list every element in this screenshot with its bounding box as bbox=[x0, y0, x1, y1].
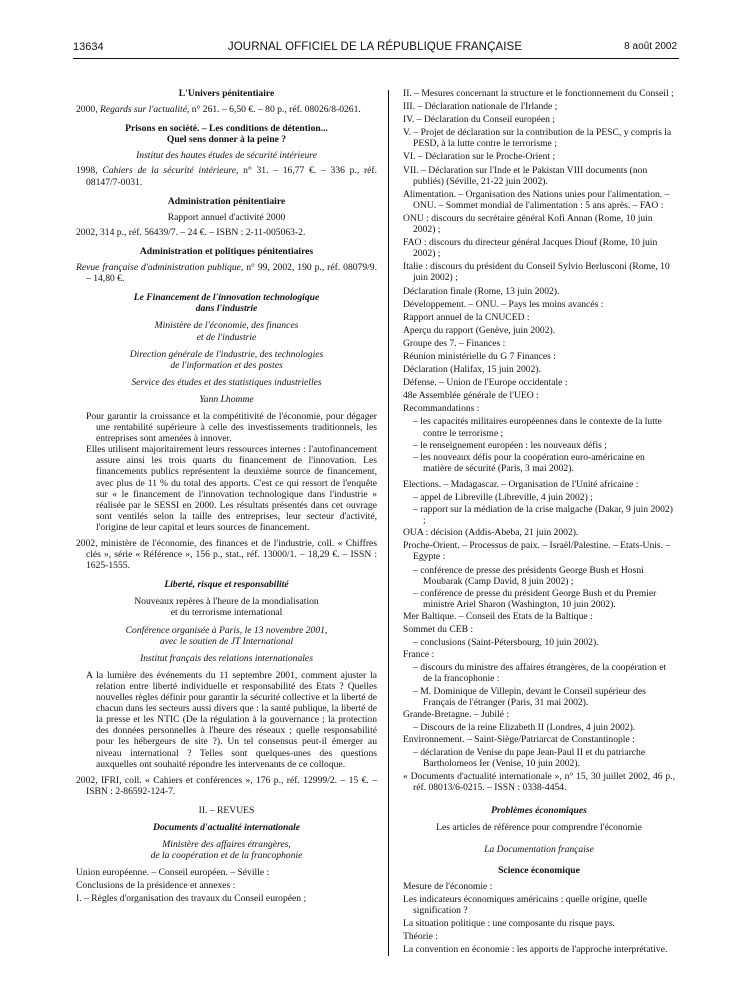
direction-2: de l'information et des postes bbox=[170, 359, 283, 371]
list-item: Environnement. – Saint-Siège/Patriarcat de Constantinople : bbox=[403, 733, 635, 745]
list-item: – les nouveaux défis pour la coopération euro-américaine en matière de sécurité (Paris, 3 mai 2002). bbox=[413, 451, 645, 474]
issue-date: 8 août 2002 bbox=[624, 41, 677, 52]
heading-prisons-2: Quel sens donner à la peine ? bbox=[166, 134, 287, 146]
page-header bbox=[73, 41, 677, 57]
left-column bbox=[76, 88, 377, 907]
column-separator bbox=[388, 90, 389, 956]
list-item: Théorie : bbox=[403, 931, 438, 943]
list-item: – conférence de presse du président George Bush et du Premier ministre Ariel Sharon (Washington, 10 juin 2002). bbox=[413, 587, 657, 610]
list-item: V. – Projet de déclaration sur la contribution de la PESC, y compris la PESD, à la lutte contre le terrorisme ; bbox=[403, 127, 672, 150]
list-item: OUA : décision (Addis-Abeba, 21 juin 2002). bbox=[403, 527, 579, 539]
list-item: Développement. – ONU. – Pays les moins avancés : bbox=[403, 298, 604, 310]
right-column bbox=[403, 88, 675, 957]
list-item: Grande-Bretagne. – Jubilé : bbox=[403, 708, 510, 720]
heading-liberte-risque: Liberté, risque et responsabilité bbox=[164, 579, 289, 591]
list-item: – les capacités militaires européennes dans le contexte de la lutte contre le terrorisme ; bbox=[413, 416, 662, 439]
list-item: – conférence de presse des présidents George Bush et Hosni Moubarak (Camp David, 8 juin 2002) ; bbox=[413, 564, 644, 587]
list-item: Déclaration finale (Rome, 13 juin 2002). bbox=[403, 285, 560, 297]
reference-politiques-penitentiaires: Revue française d'administration publique, n° 99, 2002, 190 p., réf. 08079/9. – 14,80 €. bbox=[76, 262, 377, 285]
list-item: – Discours de la reine Elizabeth II (Londres, 4 juin 2002). bbox=[413, 721, 636, 733]
list-item: Les indicateurs économiques américains : quelle origine, quelle signification ? bbox=[403, 893, 648, 916]
ministry-affaires-etrangeres-1: Ministère des affaires étrangères, bbox=[162, 839, 291, 851]
ministry-economie-1: Ministère de l'économie, des finances bbox=[154, 320, 299, 332]
list-item: Aperçu du rapport (Genève, juin 2002). bbox=[403, 324, 556, 336]
list-item: Italie : discours du président du Conseil Sylvio Berlusconi (Rome, 10 juin 2002) ; bbox=[403, 261, 670, 284]
list-item: – appel de Libreville (Libreville, 4 juin 2002) ; bbox=[413, 492, 593, 503]
service-sessi: Service des études et des statistiques industrielles bbox=[131, 376, 322, 388]
list-item: I. – Règles d'organisation des travaux du Conseil européen ; bbox=[76, 893, 307, 905]
list-item: – le renseignement européen : les nouveaux défis ; bbox=[413, 439, 607, 451]
list-item: Recommandations : bbox=[403, 403, 480, 415]
list-item: – rapport sur la médiation de la crise malgache (Dakar, 9 juin 2002) ; bbox=[413, 504, 673, 527]
list-item: Mer Baltique. – Conseil des Etats de la Baltique : bbox=[403, 610, 593, 622]
heading-administration-penitentiaire: Administration pénitentiaire bbox=[167, 195, 286, 207]
list-item: La convention en économie : les apports de l'approche interprétative. bbox=[403, 944, 668, 956]
list-item: Proche-Orient. – Processus de paix. – Israël/Palestine. – Etats-Unis. – Egypte : bbox=[403, 540, 671, 563]
list-item: – déclaration de Venise du pape Jean-Paul II et du patriarche Bartholomeos Ier (Venise, 10 juin 2002). bbox=[413, 746, 646, 770]
subtitle-rapport-annuel: Rapport annuel d'activité 2000 bbox=[167, 211, 286, 223]
list-item: Groupe des 7. – Finances : bbox=[403, 337, 506, 349]
heading-politiques-penitentiaires: Administration et politiques pénitentiaires bbox=[139, 245, 314, 257]
list-item: VI. – Déclaration sur le Proche-Orient ; bbox=[403, 151, 556, 163]
header-rule bbox=[73, 58, 679, 59]
list-item: – M. Dominique de Villepin, devant le Conseil supérieur des Français de l'étranger (Paris, 31 mai 2002). bbox=[413, 685, 646, 708]
list-item: III. – Déclaration nationale de l'Irlande ; bbox=[403, 101, 558, 113]
list-item: 48e Assemblée générale de l'UEO : bbox=[403, 390, 539, 402]
list-item: – conclusions (Saint-Pétersbourg, 10 juin 2002). bbox=[413, 637, 599, 649]
heading-financement-2: dans l'industrie bbox=[195, 303, 258, 315]
list-item: Union européenne. – Conseil européen. – Séville : bbox=[76, 867, 270, 879]
reference-univers-penitentiaire: 2000, Regards sur l'actualité, n° 261. – 6,50 €. – 80 p., réf. 08026/8-0261. bbox=[76, 104, 361, 116]
institute-ihesi: Institut des hautes études de sécurité intérieure bbox=[136, 150, 317, 162]
list-item: Sommet du CEB : bbox=[403, 624, 474, 636]
list-item: Mesure de l'économie : bbox=[403, 880, 493, 892]
subtitle-reperes-2: et du terrorisme international bbox=[170, 607, 283, 619]
reference-prisons: 1998, Cahiers de la sécurité intérieure, n° 31. – 16,77 €. – 336 p., réf. 08147/7-0031. bbox=[76, 165, 378, 188]
list-item: Rapport annuel de la CNUCED : bbox=[403, 311, 530, 323]
list-item: Conclusions de la présidence et annexes : bbox=[76, 880, 236, 892]
list-item: FAO : discours du directeur général Jacques Diouf (Rome, 10 juin 2002) ; bbox=[403, 237, 658, 260]
reference-documents-actualite: « Documents d'actualité internationale », n° 15, 30 juillet 2002, 46 p., réf. 08013/6-0215. – ISSN : 0338-4454. bbox=[403, 771, 675, 794]
list-item: La situation politique : une composante du risque pays. bbox=[403, 918, 615, 929]
heading-documents-actualite: Documents d'actualité internationale bbox=[152, 821, 301, 833]
direction-1: Direction générale de l'industrie, des technologies bbox=[129, 348, 324, 360]
list-item: France : bbox=[403, 649, 435, 661]
list-item: IV. – Déclaration du Conseil européen ; bbox=[403, 114, 555, 126]
heading-prisons-1: Prisons en société. – Les conditions de détention... bbox=[125, 123, 328, 135]
list-item: Déclaration (Halifax, 15 juin 2002). bbox=[403, 364, 541, 376]
list-item: Elections. – Madagascar. – Organisation de l'Unité africaine : bbox=[403, 478, 639, 490]
journal-title: JOURNAL OFFICIEL DE LA RÉPUBLIQUE FRANÇAISE bbox=[227, 41, 523, 53]
heading-financement-1: Le Financement de l'innovation technologique bbox=[133, 292, 320, 304]
subheading-science-economique: Science économique bbox=[498, 864, 580, 876]
list-item: II. – Mesures concernant la structure et le fonctionnement du Conseil ; bbox=[403, 88, 674, 99]
page-number: 13634 bbox=[73, 41, 104, 53]
ministry-affaires-etrangeres-2: de la coopération et de la francophonie bbox=[150, 850, 303, 862]
list-item: Défense. – Union de l'Europe occidentale : bbox=[403, 377, 568, 389]
subtitle-articles-reference: Les articles de référence pour comprendre l'économie bbox=[436, 822, 642, 834]
reference-administration-penitentiaire: 2002, 314 p., réf. 56439/7. – 24 €. – ISBN : 2-11-005063-2. bbox=[76, 226, 306, 238]
conference-line-2: avec le soutien de JT International bbox=[159, 635, 294, 647]
subtitle-reperes-1: Nouveaux repères à l'heure de la mondialisation bbox=[134, 596, 319, 608]
publisher-documentation-francaise: La Documentation française bbox=[484, 843, 594, 855]
list-item: – discours du ministre des affaires étrangères, de la coopération et de la francophonie : bbox=[413, 662, 667, 685]
list-item: Réunion ministérielle du G 7 Finances : bbox=[403, 350, 556, 362]
paragraph-liberte: A la lumière des événements du 11 septembre 2001, comment ajuster la relation entre liberté individuelle et responsabilité des Etats ? Quelles nouvelles règles définir pour garantir la sécurité collective et la liberté de chacun dans les secteurs aussi divers que : la santé publique, la liberté de la presse et les NTIC (De la régulation à la gouvernance ; la protection des données personnelles à l'heure des réseaux ; quelle responsabilité pour les hébergeurs de site ?). Un tel consensus peut-il émerger au niveau international ? Telles sont quelques-unes des questions auxquelles ont souhaité répondre les intervenants de ce colloque. bbox=[86, 669, 377, 770]
author-name: Yann Lhomme bbox=[199, 393, 254, 405]
heading-problemes-economiques: Problèmes économiques bbox=[491, 805, 587, 817]
paragraph-innovation-2: Elles utilisent majoritairement leurs ressources internes : l'autofinancement assure ainsi les trois quarts du financement de l'innovation. Les financements publics représentent la deuxième source de financement, avec plus de 11 % du total des apports. C'est ce qui ressort de l'enquête sur « le financement de l'innovation technologique dans l'industrie » réalisée par le SESSI en 2000. Les résultats présentés dans cet ouvrage sont ventilés selon la taille des entreprises, leur secteur d'activité, l'origine de leur capital et leurs sources de financement. bbox=[86, 444, 377, 533]
institute-ifri: Institut français des relations internationales bbox=[140, 652, 313, 664]
ministry-economie-2: et de l'industrie bbox=[196, 331, 257, 343]
list-item: Alimentation. – Organisation des Nations unies pour l'alimentation. – ONU. – Sommet mondial de l'alimentation : 5 ans après. – FAO : bbox=[403, 188, 670, 211]
list-item: ONU : discours du secrétaire général Kofi Annan (Rome, 10 juin 2002) ; bbox=[403, 212, 653, 236]
reference-liberte: 2002, IFRI, coll. « Cahiers et conférences », 176 p., réf. 12999/2. – 15 €. – ISBN : 2-86592-124-7. bbox=[76, 774, 377, 797]
heading-univers-penitentiaire: L'Univers pénitentiaire bbox=[178, 88, 275, 99]
conference-line-1: Conférence organisée à Paris, le 13 novembre 2001, bbox=[125, 624, 328, 636]
section-heading-revues: II. – REVUES bbox=[198, 804, 255, 816]
paragraph-innovation-1: Pour garantir la croissance et la compétitivité de l'économie, pour dégager une rentabilité supérieure à celle des investissements traditionnels, les entreprises sont amenées à innover. bbox=[86, 410, 377, 445]
list-item: VII. – Déclaration sur l'Inde et le Pakistan VIII documents (non publiés) (Séville, 21-22 juin 2002). bbox=[403, 164, 648, 187]
reference-financement: 2002, ministère de l'économie, des finances et de l'industrie, coll. « Chiffres clés », série « Référence », 156 p., stat., réf. 13000/1. – 18,29 €. – ISSN : 1625-1555. bbox=[76, 538, 377, 572]
